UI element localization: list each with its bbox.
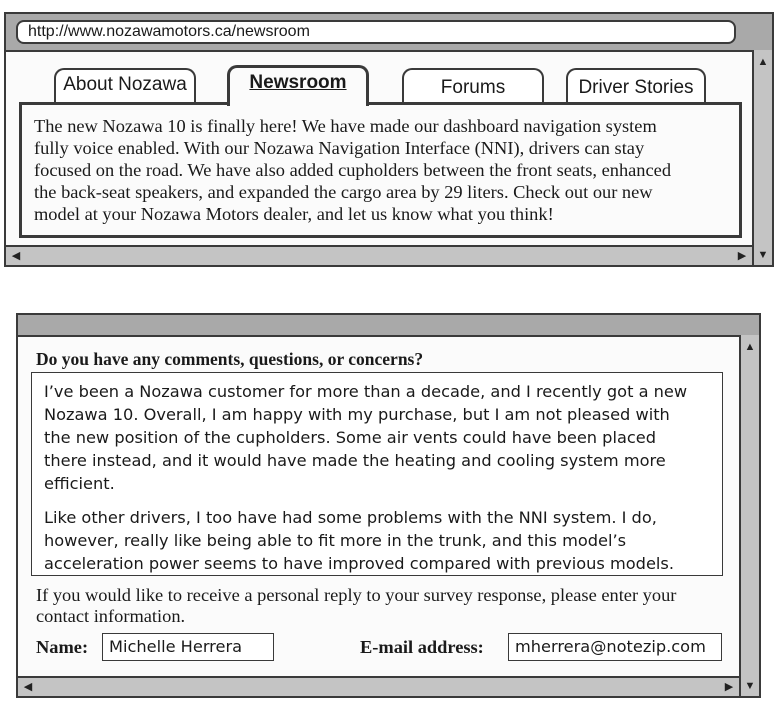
name-field[interactable]: Michelle Herrera <box>102 633 274 661</box>
reply-instructions <box>36 585 736 627</box>
article-content <box>19 102 742 238</box>
address-bar[interactable]: http://www.nozawamotors.ca/newsroom <box>16 20 736 44</box>
comments-textarea[interactable] <box>31 372 723 576</box>
tab-forums[interactable]: Forums <box>402 68 544 104</box>
answer-line: acceleration power seems to have improved compared with previous models. <box>44 554 674 573</box>
scroll-up-icon[interactable]: ▲ <box>744 341 756 353</box>
answer-line: Nozawa 10. Overall, I am happy with my purchase, but I am not pleased with <box>44 405 670 424</box>
article-line: the back-seat speakers, and expanded the cargo area by 29 liters. Check out our new <box>34 182 653 202</box>
browser-window <box>4 12 774 267</box>
article-line: model at your Nozawa Motors dealer, and let us know what you think! <box>34 204 554 224</box>
email-label: E-mail address: <box>360 637 484 657</box>
vertical-scrollbar[interactable] <box>739 335 759 696</box>
answer-paragraph <box>44 506 710 575</box>
scroll-right-icon[interactable]: ▶ <box>724 681 734 693</box>
article-line: fully voice enabled. With our Nozawa Navigation Interface (NNI), drivers can stay <box>34 138 645 158</box>
answer-line: the new position of the cupholders. Some air vents could have been placed <box>44 428 657 447</box>
email-field[interactable]: mherrera@notezip.com <box>508 633 722 661</box>
name-label: Name: <box>36 637 89 657</box>
article-line: The new Nozawa 10 is finally here! We have made our dashboard navigation system <box>34 116 657 136</box>
horizontal-scrollbar[interactable] <box>6 245 752 265</box>
scroll-down-icon[interactable]: ▼ <box>744 680 756 692</box>
answer-paragraph <box>44 380 710 495</box>
reply-line: contact information. <box>36 606 186 626</box>
vertical-scrollbar[interactable] <box>752 50 772 265</box>
scroll-left-icon[interactable]: ◀ <box>23 681 33 693</box>
browser-toolbar <box>6 14 772 52</box>
survey-question: Do you have any comments, questions, or concerns? <box>36 349 424 369</box>
tab-newsroom[interactable]: Newsroom <box>227 65 369 106</box>
reply-line: If you would like to receive a personal reply to your survey response, please enter your <box>36 585 677 605</box>
scroll-left-icon[interactable]: ◀ <box>11 250 21 262</box>
scroll-right-icon[interactable]: ▶ <box>737 250 747 262</box>
survey-window <box>16 313 761 698</box>
article-line: focused on the road. We have also added cupholders between the front seats, enhanced <box>34 160 672 180</box>
answer-line: Like other drivers, I too have had some problems with the NNI system. I do, <box>44 508 657 527</box>
tab-about-nozawa[interactable]: About Nozawa <box>54 68 196 104</box>
answer-line: there instead, and it would have made the heating and cooling system more <box>44 451 666 470</box>
horizontal-scrollbar[interactable] <box>18 676 739 696</box>
survey-toolbar <box>18 315 759 337</box>
scroll-down-icon[interactable]: ▼ <box>757 249 769 261</box>
answer-line: efficient. <box>44 474 115 493</box>
scroll-up-icon[interactable]: ▲ <box>757 56 769 68</box>
answer-line: however, really like being able to fit more in the trunk, and this model’s <box>44 531 627 550</box>
answer-line: I’ve been a Nozawa customer for more than a decade, and I recently got a new <box>44 382 688 401</box>
tab-driver-stories[interactable]: Driver Stories <box>566 68 706 104</box>
